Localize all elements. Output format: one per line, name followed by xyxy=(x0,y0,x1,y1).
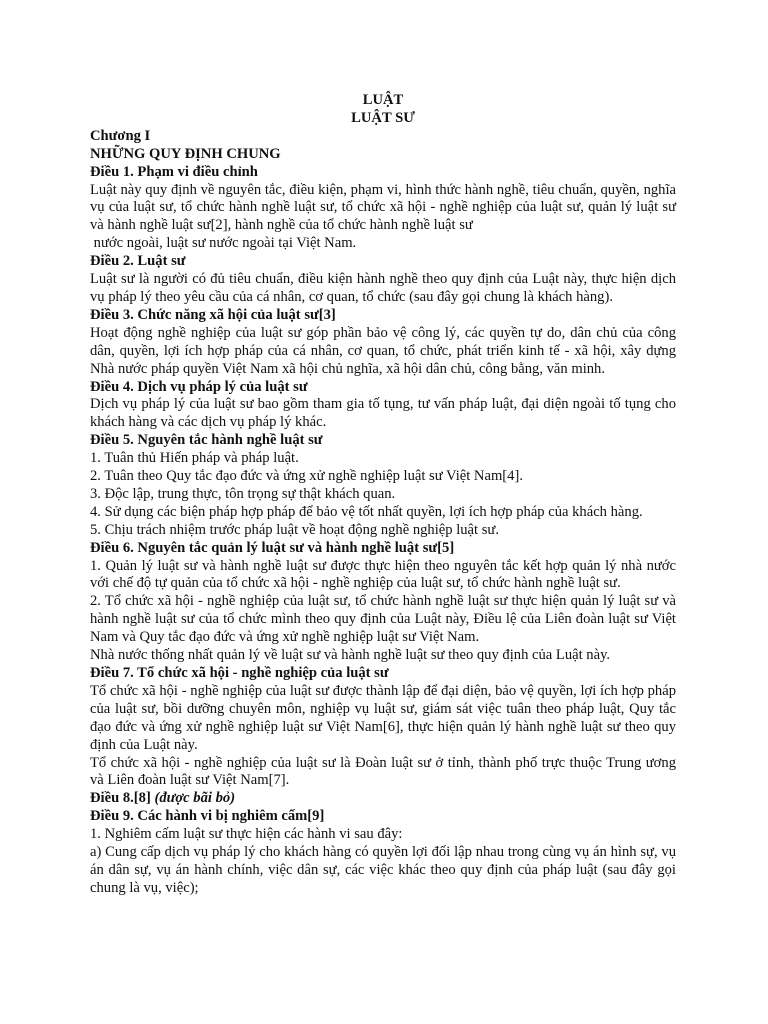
article-5-item: 1. Tuân thủ Hiến pháp và pháp luật. xyxy=(90,450,299,467)
article-4-heading: Điều 4. Dịch vụ pháp lý của luật sư xyxy=(90,378,308,395)
article-6-paragraph: 1. Quản lý luật sư và hành nghề luật sư được thực hiện theo nguyên tắc kết hợp quản lý nhà nước với chế độ tự quản của tổ chức xã hội - nghề nghiệp của luật sư, tổ chức hành nghề luật sư. xyxy=(90,557,676,592)
article-5-item: 2. Tuân theo Quy tắc đạo đức và ứng xử nghề nghiệp luật sư Việt Nam[4]. xyxy=(90,468,523,485)
article-6-paragraph: Nhà nước thống nhất quản lý về luật sư và hành nghề luật sư theo quy định của Luật này. xyxy=(90,647,611,664)
article-1-paragraph: Luật này quy định về nguyên tắc, điều kiện, phạm vi, hình thức hành nghề, tiêu chuẩn, quyền, nghĩa vụ của luật sư, tổ chức hành nghề luật sư, tổ chức xã hội - nghề nghiệp của luật sư, quản lý luật sư và hành nghề luật sư[2], hành nghề của tổ chức hành nghề luật sư xyxy=(90,181,676,234)
law-title: LUẬT xyxy=(362,92,404,108)
article-2-heading: Điều 2. Luật sư xyxy=(90,253,186,270)
article-6-paragraph: 2. Tổ chức xã hội - nghề nghiệp của luật sư, tổ chức hành nghề luật sư thực hiện quản lý luật sư và hành nghề luật sư của tổ chức mình theo quy định của Luật này, Điều lệ của Liên đoàn luật sư Việt Nam và Quy tắc đạo đức và ứng xử nghề nghiệp luật sư Việt Nam. xyxy=(90,593,676,646)
article-2-paragraph: Luật sư là người có đủ tiêu chuẩn, điều kiện hành nghề theo quy định của Luật này, thực hiện dịch vụ pháp lý theo yêu cầu của cá nhân, cơ quan, tổ chức (sau đây gọi chung là khách hàng). xyxy=(90,271,676,305)
article-6-heading: Điều 6. Nguyên tắc quản lý luật sư và hành nghề luật sư[5] xyxy=(90,539,455,556)
article-8-repealed-note: (được bãi bỏ) xyxy=(154,790,236,807)
chapter-label: Chương I xyxy=(90,127,151,144)
chapter-title: NHỮNG QUY ĐỊNH CHUNG xyxy=(90,145,281,162)
article-3-heading: Điều 3. Chức năng xã hội của luật sư[3] xyxy=(90,306,336,323)
article-9-item-a: a) Cung cấp dịch vụ pháp lý cho khách hàng có quyền lợi đối lập nhau trong cùng vụ án hình sự, vụ án dân sự, vụ án hành chính, việc dân sự, các việc khác theo quy định của pháp luật (sau đây gọi chung là vụ, việc); xyxy=(90,844,676,896)
article-9-heading: Điều 9. Các hành vi bị nghiêm cấm[9] xyxy=(90,808,325,825)
document-body xyxy=(90,92,676,898)
article-1-paragraph-continued: nước ngoài, luật sư nước ngoài tại Việt Nam. xyxy=(90,235,357,252)
article-8-label: Điều 8.[8] xyxy=(90,790,155,807)
article-7-paragraph: Tổ chức xã hội - nghề nghiệp của luật sư là Đoàn luật sư ở tỉnh, thành phố trực thuộc Trung ương và Liên đoàn luật sư Việt Nam[7]. xyxy=(90,754,676,789)
article-9-paragraph: 1. Nghiêm cấm luật sư thực hiện các hành vi sau đây: xyxy=(90,826,403,843)
article-4-paragraph: Dịch vụ pháp lý của luật sư bao gồm tham gia tố tụng, tư vấn pháp luật, đại diện ngoài tố tụng cho khách hàng và các dịch vụ pháp lý khác. xyxy=(90,396,676,431)
article-1-heading: Điều 1. Phạm vi điều chỉnh xyxy=(90,163,258,180)
article-8-heading xyxy=(90,790,676,808)
article-5-item: 5. Chịu trách nhiệm trước pháp luật về hoạt động nghề nghiệp luật sư. xyxy=(90,521,499,538)
article-3-paragraph: Hoạt động nghề nghiệp của luật sư góp phần bảo vệ công lý, các quyền tự do, dân chủ của công dân, quyền, lợi ích hợp pháp của cá nhân, cơ quan, tổ chức, phát triển kinh tế - xã hội, xây dựng Nhà nước pháp quyền Việt Nam xã hội chủ nghĩa, xã hội dân chủ, công bằng, văn minh. xyxy=(90,324,676,377)
article-7-heading: Điều 7. Tổ chức xã hội - nghề nghiệp của luật sư xyxy=(90,665,389,681)
article-5-item: 3. Độc lập, trung thực, tôn trọng sự thật khách quan. xyxy=(90,485,396,502)
article-7-paragraph: Tổ chức xã hội - nghề nghiệp của luật sư được thành lập để đại diện, bảo vệ quyền, lợi ích hợp pháp của luật sư, bồi dưỡng chuyên môn, nghiệp vụ luật sư, giám sát việc tuân theo pháp luật, Quy tắc đạo đức và ứng xử nghề nghiệp luật sư Việt Nam[6], thực hiện quản lý hành nghề luật sư theo quy định của Luật này. xyxy=(90,682,676,753)
article-5-item: 4. Sử dụng các biện pháp hợp pháp để bảo vệ tốt nhất quyền, lợi ích hợp pháp của khách hàng. xyxy=(90,503,643,520)
article-5-heading: Điều 5. Nguyên tắc hành nghề luật sư xyxy=(90,432,323,449)
law-subtitle: LUẬT SƯ xyxy=(351,109,415,126)
